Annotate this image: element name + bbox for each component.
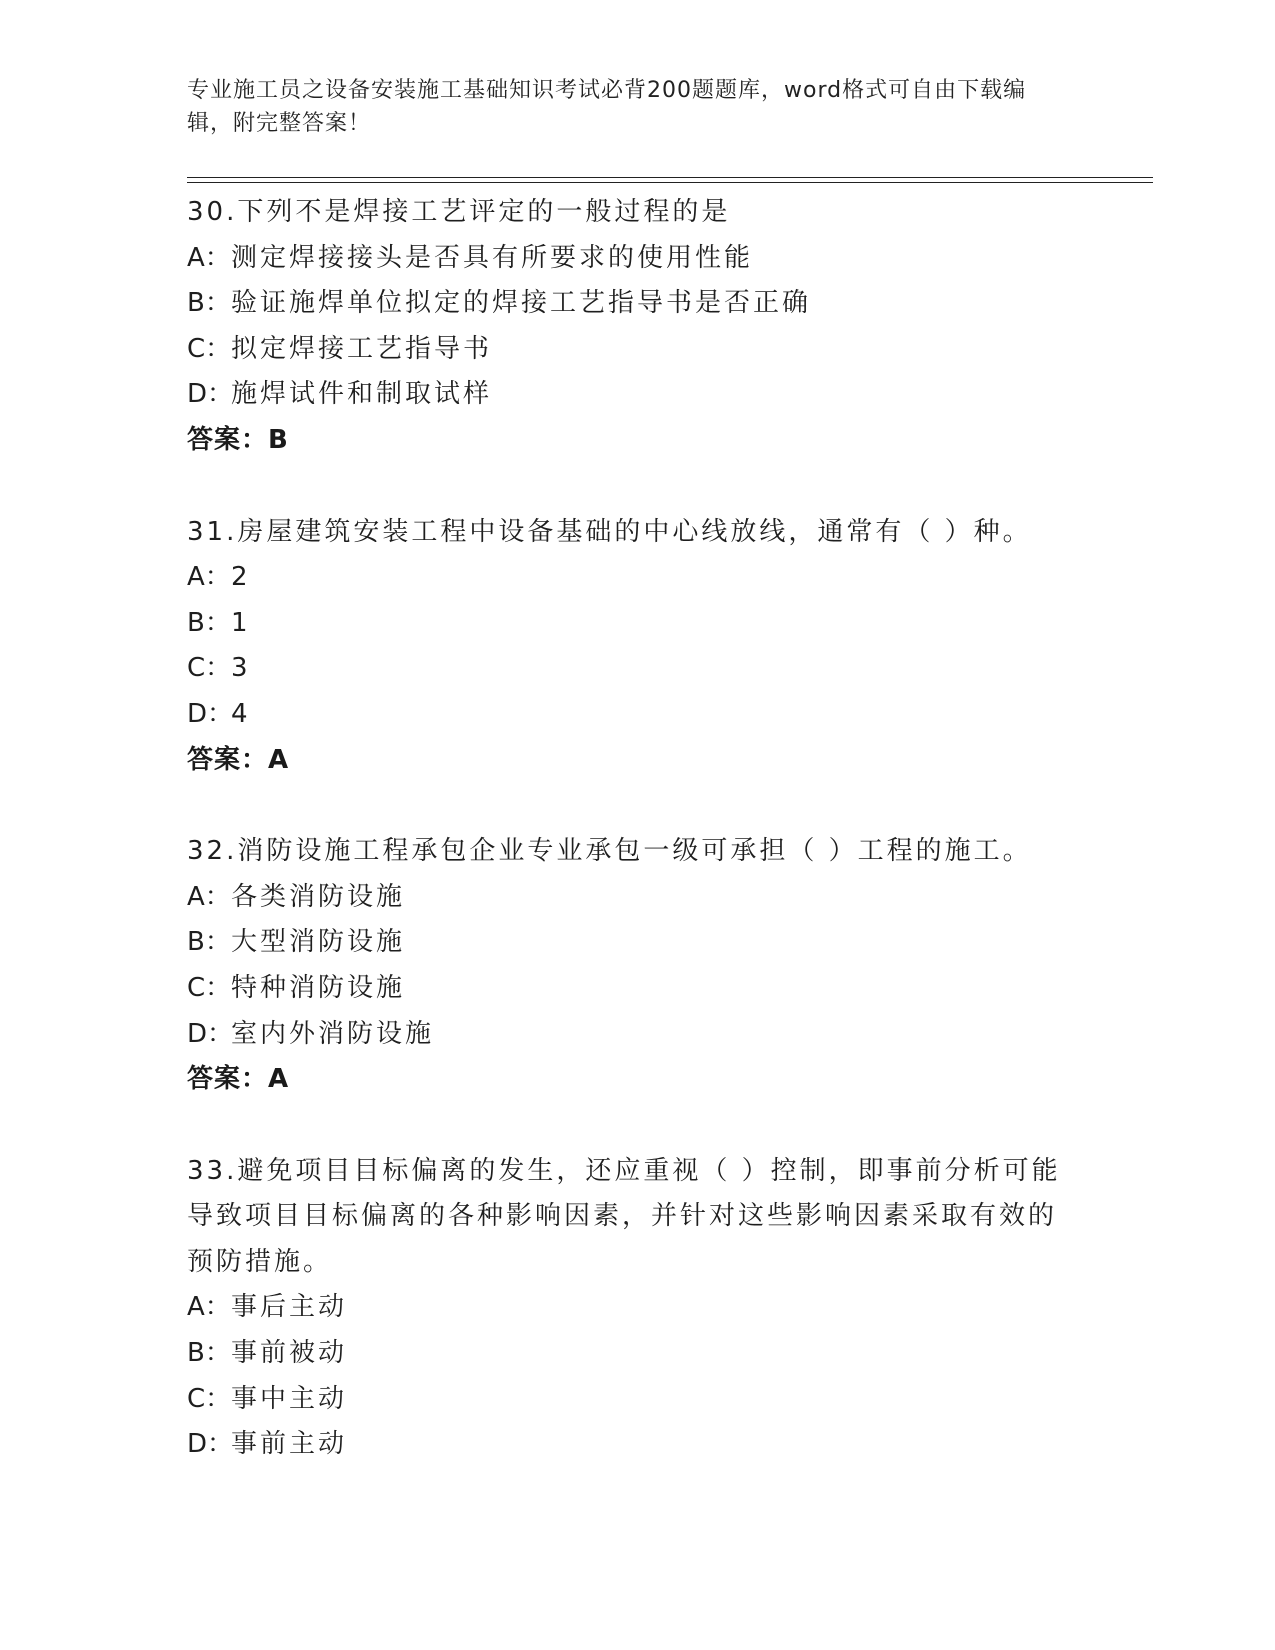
option-text: 各类消防设施 (231, 881, 406, 912)
question-number: 30. (187, 197, 238, 227)
option-key: C： (187, 1383, 232, 1414)
option-key: A： (187, 881, 231, 912)
option-c (187, 1377, 1087, 1423)
option-c (187, 966, 1087, 1012)
question-number: 31. (187, 516, 238, 547)
option-text: 事前主动 (231, 1429, 348, 1460)
option-a (187, 236, 1087, 282)
option-text: 验证施焊单位拟定的焊接工艺指导书是否正确 (231, 288, 812, 319)
option-key: B： (187, 288, 231, 319)
option-b (187, 1331, 1087, 1377)
option-a (187, 1285, 1087, 1331)
option-b (187, 920, 1087, 966)
answer-line: 答案：A (187, 744, 290, 775)
option-text: 大型消防设施 (231, 927, 406, 958)
option-text: 1 (231, 607, 251, 638)
option-c (187, 646, 1087, 692)
option-text: 特种消防设施 (231, 972, 406, 1003)
option-b (187, 281, 1087, 327)
header-rule-bottom (187, 182, 1153, 183)
option-text: 室内外消防设施 (231, 1018, 435, 1049)
option-key: A： (187, 242, 231, 273)
option-key: C： (187, 972, 232, 1003)
option-key: C： (187, 653, 232, 684)
option-text: 2 (231, 562, 251, 593)
question-31 (187, 510, 1087, 784)
option-text: 3 (231, 653, 251, 684)
option-b (187, 601, 1087, 647)
option-text: 事中主动 (231, 1383, 348, 1414)
question-list (187, 190, 1087, 1514)
option-text: 事前被动 (231, 1338, 348, 1369)
question-text: 消防设施工程承包企业专业承包一级可承担（ ）工程的施工。 (237, 836, 1032, 867)
option-key: D： (187, 1018, 234, 1049)
option-key: C： (187, 333, 232, 364)
option-text: 事后主动 (231, 1292, 348, 1323)
option-key: A： (187, 562, 231, 593)
option-key: B： (187, 927, 231, 958)
option-c (187, 327, 1087, 373)
option-key: D： (187, 698, 234, 729)
answer-line: 答案：B (187, 424, 289, 455)
question-number: 33. (187, 1155, 238, 1186)
option-text: 测定焊接接头是否具有所要求的使用性能 (231, 242, 754, 273)
option-a (187, 875, 1087, 921)
question-stem (187, 510, 1087, 556)
question-text: 下列不是焊接工艺评定的一般过程的是 (237, 197, 731, 227)
question-number: 32. (187, 836, 238, 867)
question-stem (187, 829, 1087, 875)
question-stem (187, 190, 1087, 236)
option-key: B： (187, 1338, 231, 1369)
header-rule-top (187, 177, 1153, 178)
question-stem (187, 1149, 1067, 1286)
option-text: 拟定焊接工艺指导书 (231, 333, 493, 364)
option-text: 4 (231, 698, 251, 729)
question-30 (187, 190, 1087, 464)
option-text: 施焊试件和制取试样 (231, 379, 493, 410)
option-a (187, 555, 1087, 601)
option-key: D： (187, 1429, 234, 1460)
option-d (187, 692, 1087, 738)
document-header: 专业施工员之设备安装施工基础知识考试必背200题题库，word格式可自由下载编辑，附完整答案！ (187, 78, 1027, 136)
option-key: B： (187, 607, 231, 638)
option-key: A： (187, 1292, 231, 1323)
option-d (187, 1012, 1087, 1058)
option-d (187, 1422, 1087, 1468)
option-key: D： (187, 379, 234, 410)
question-33 (187, 1149, 1087, 1468)
option-d (187, 372, 1087, 418)
question-32 (187, 829, 1087, 1103)
question-text: 避免项目目标偏离的发生，还应重视（ ）控制，即事前分析可能导致项目目标偏离的各种影响因素，并针对这些影响因素采取有效的预防措施。 (187, 1155, 1061, 1277)
answer-line: 答案：A (187, 1064, 290, 1095)
question-text: 房屋建筑安装工程中设备基础的中心线放线，通常有（ ）种。 (237, 516, 1032, 547)
